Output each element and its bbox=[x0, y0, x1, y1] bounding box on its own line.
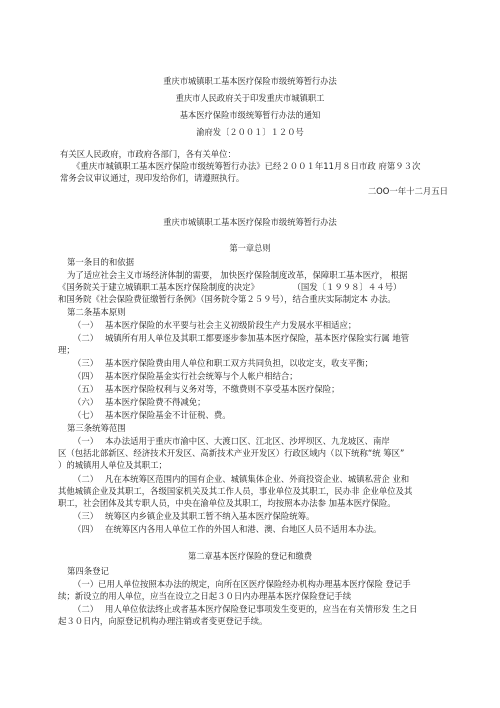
document-number: 渝府发〔２００１〕１２０号 bbox=[196, 127, 304, 137]
registration-1-line-1: （一）已用人单位按照本办法的规定，向所在区医疗保险经办机构办理基本医疗保险 登记手 bbox=[73, 579, 411, 589]
scope-1-line-1: （一） 本办法适用于重庆市渝中区、大渡口区、江北区、沙坪坝区、九龙坡区、南岸 bbox=[73, 436, 390, 446]
principle-4: （四） 基本医疗保险基金实行社会统筹与个人帐户相结合； bbox=[73, 371, 298, 381]
scope-3: （三） 统筹区内乡镇企业及其职工暂不纳入基本医疗保险统筹。 bbox=[73, 511, 315, 521]
notice-date: 二OO一年十二月五日 bbox=[367, 186, 448, 196]
chapter-2-heading: 第二章基本医疗保险的登记和缴费 bbox=[188, 551, 312, 561]
registration-2-line-1: （二） 用人单位依法终止或者基本医疗保险登记事项发生变更的，应当在有关情形发 生之日 bbox=[73, 604, 418, 614]
salutation: 有关区人民政府，市政府各部门，各有关单位： bbox=[60, 149, 236, 159]
title-line-1: 重庆市城镇职工基本医疗保险市级统筹暂行办法 bbox=[163, 76, 337, 86]
principle-3: （三） 基本医疗保险费由用人单位和职工双方共同负担，以收定支，收支平衡； bbox=[73, 358, 373, 368]
article-1-line-2: 《国务院关于建立城镇职工基本医疗保险制度的决定》 （国发〔１９９８〕４４号） bbox=[58, 282, 402, 292]
scope-1-line-2: 区（包括北部新区、经济技术开发区、高新技术产业开发区）行政区域内（以下统称“统 筹区” bbox=[58, 448, 405, 458]
principle-1: （一） 基本医疗保险的水平要与社会主义初级阶段生产力发展水平相适应； bbox=[73, 320, 357, 330]
registration-1-line-2: 续；新设立的用人单位，应当在设立之日起３０日内办理基本医疗保险登记手续 bbox=[58, 591, 352, 601]
scope-1-line-3: ）的城镇用人单位及其职工； bbox=[58, 460, 167, 470]
principle-7: （七） 基本医疗保险基金不计征税、费。 bbox=[73, 410, 231, 420]
scope-2-line-2: 其他城镇企业及其职工，各级国家机关及其工作人员，事业单位及其职工，民办非 企业单位及其 bbox=[58, 486, 413, 496]
principle-5: （五） 基本医疗保险权利与义务对等，不缴费则不享受基本医疗保险； bbox=[73, 384, 340, 394]
article-2-heading: 第二条基本原则 bbox=[67, 307, 126, 317]
principle-6: （六） 基本医疗保险费不得减免； bbox=[73, 397, 206, 407]
scope-4: （四） 在统筹区内各用人单位工作的外国人和港、澳、台地区人员不适用本办法。 bbox=[73, 524, 382, 534]
document-title: 重庆市城镇职工基本医疗保险市级统筹暂行办法 bbox=[163, 217, 337, 227]
scope-2-line-3: 职工，社会团体及其专职人员，中央在渝单位及其职工，均按照本办法参 加基本医疗保险。 bbox=[58, 498, 396, 508]
registration-2-line-2: 起３０日内，向原登记机构办理注销或者变更登记手续。 bbox=[58, 616, 268, 626]
article-1-line-1: 为了适应社会主义市场经济体制的需要， 加快医疗保险制度改革，保障职工基本医疗， 根据 bbox=[67, 270, 408, 280]
title-line-2: 重庆市人民政府关于印发重庆市城镇职工 bbox=[175, 93, 325, 103]
article-4-heading: 第四条登记 bbox=[67, 566, 109, 576]
title-line-3: 基本医疗保险市级统筹暂行办法的通知 bbox=[179, 110, 321, 120]
notice-body-line-2: 常务会议审议通过，现印发给你们，请遵照执行。 bbox=[60, 173, 245, 183]
principle-2-line-2: 理； bbox=[58, 345, 75, 355]
scope-2-line-1: （二） 凡在本统筹区范围内的国有企业、城镇集体企业、外商投资企业、城镇私营企 业和 bbox=[73, 474, 410, 484]
article-1-heading: 第一条目的和依据 bbox=[67, 257, 134, 267]
article-3-heading: 第三条统筹范围 bbox=[67, 423, 126, 433]
principle-2-line-1: （二） 城镇所有用人单位及其职工都要逐步参加基本医疗保险，基本医疗保险实行属 地管 bbox=[73, 333, 410, 343]
article-1-line-3: 和国务院《社会保险费征缴暂行条例》（国务院令第２５９号），结合重庆实际制定本 办法。 bbox=[58, 294, 396, 304]
notice-body-line-1: 《重庆市城镇职工基本医疗保险市级统筹暂行办法》已经２００１年11月８日市政 府第９３次 bbox=[72, 161, 421, 171]
chapter-1-heading: 第一章总则 bbox=[229, 243, 271, 253]
